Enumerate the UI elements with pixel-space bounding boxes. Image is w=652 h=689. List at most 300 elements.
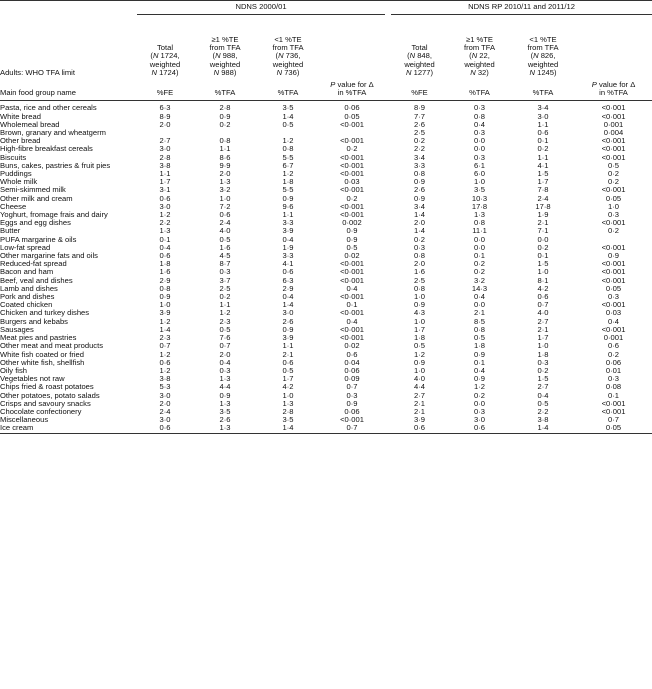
cell-g2-p: <0·001	[601, 103, 626, 113]
cell-g1-ge1: 8·6	[219, 152, 231, 162]
cell-g1-total: 1·2	[159, 365, 171, 375]
table-row	[0, 293, 652, 301]
cell-g2-ge1: 0·8	[474, 111, 485, 121]
table-row	[0, 227, 652, 235]
col-header-g2-ge1: ≥1 %TE from TFA (N 22, weighted N 32)	[463, 34, 496, 77]
food-group-name: Semi-skimmed milk	[0, 185, 66, 195]
cell-g1-total: 1·7	[159, 177, 171, 187]
cell-g2-lt1: 3·4	[537, 103, 549, 113]
cell-g2-ge1: 3·2	[474, 275, 485, 285]
cell-g2-ge1: 0·8	[474, 218, 485, 228]
table-row	[0, 268, 652, 276]
table-row	[0, 285, 652, 293]
cell-g2-total: 0·2	[414, 136, 425, 146]
cell-g1-p: 0·05	[344, 111, 360, 121]
food-group-name: Miscellaneous	[0, 415, 49, 425]
food-group-name: Other meat and meat products	[0, 341, 103, 351]
cell-g2-p: <0·001	[601, 259, 626, 269]
cell-g2-total: 0·3	[414, 242, 425, 252]
cell-g2-p: 0·7	[608, 415, 619, 425]
cell-g2-p: 1·0	[608, 201, 619, 211]
table-row	[0, 236, 652, 244]
table-row	[0, 178, 652, 186]
cell-g1-p: <0·001	[340, 267, 364, 277]
cell-g2-p: <0·001	[601, 218, 626, 228]
food-group-name: Vegetables not raw	[0, 374, 65, 384]
cell-g1-ge1: 2·8	[219, 103, 231, 113]
cell-g1-total: 3·0	[159, 390, 171, 400]
food-group-name: Butter	[0, 226, 21, 236]
cell-g1-lt1: 4·1	[282, 259, 294, 269]
cell-g2-ge1: 0·2	[474, 267, 485, 277]
cell-g2-ge1: 14·3	[471, 283, 488, 293]
cell-g2-total: 4·4	[414, 382, 425, 392]
cell-g1-lt1: 1·4	[282, 111, 294, 121]
cell-g2-total: 7·7	[414, 111, 425, 121]
cell-g2-p: <0·001	[601, 144, 626, 154]
table-row	[0, 129, 652, 137]
cell-g1-lt1: 2·9	[282, 283, 294, 293]
cell-g1-ge1: 0·5	[219, 234, 231, 244]
unit-g1-tfa-lt1: %TFA	[257, 81, 319, 101]
table-row	[0, 162, 652, 170]
cell-g2-ge1: 0·2	[474, 259, 485, 269]
cell-g2-total: 2·6	[414, 119, 425, 129]
cell-g2-p: 0·08	[605, 382, 622, 392]
cell-g2-total: 8·9	[414, 103, 425, 113]
cell-g1-lt1: 1·0	[282, 390, 294, 400]
cell-g2-lt1: 1·0	[537, 341, 549, 351]
cell-g1-lt1: 1·2	[282, 169, 294, 179]
cell-g1-total: 1·2	[159, 316, 171, 326]
cell-g1-p: 0·3	[346, 390, 358, 400]
col-header-g1-total: Total (N 1724, weighted N 1724)	[149, 43, 181, 77]
cell-g2-total: 2·5	[414, 128, 425, 138]
cell-g2-lt1: 0·2	[537, 242, 549, 252]
cell-g1-ge1: 1·3	[193, 424, 257, 433]
cell-g1-p: <0·001	[340, 308, 364, 318]
cell-g2-ge1: 0·5	[474, 333, 485, 343]
cell-g1-lt1: 1·8	[282, 177, 294, 187]
cell-g1-total: 2·7	[159, 136, 171, 146]
cell-g2-total: 1·4	[414, 210, 425, 220]
food-group-name: Oily fish	[0, 365, 28, 375]
cell-g2-ge1: 0·4	[474, 119, 485, 129]
food-group-name: Pork and dishes	[0, 292, 55, 302]
cell-g2-total: 0·9	[414, 193, 425, 203]
cell-g2-lt1: 0·7	[537, 300, 549, 310]
cell-g2-ge1: 8·5	[474, 316, 485, 326]
cell-g2-lt1: 2·7	[537, 382, 549, 392]
cell-g1-lt1: 3·0	[282, 308, 294, 318]
cell-g1-p: <0·001	[340, 169, 364, 179]
cell-g2-ge1: 11·1	[472, 226, 487, 236]
cell-g1-p: 0·9	[346, 234, 358, 244]
cell-g1-ge1: 3·7	[219, 275, 231, 285]
table-row	[0, 101, 652, 113]
cell-g1-lt1: 1·1	[282, 341, 294, 351]
cell-g1-total: 0·6	[137, 424, 193, 433]
cell-g1-ge1: 0·2	[219, 292, 231, 302]
cell-g2-total: 4·3	[414, 308, 425, 318]
cell-g1-p: <0·001	[340, 275, 364, 285]
food-group-name: Low-fat spread	[0, 242, 51, 252]
food-group-name: Chips fried & roast potatoes	[0, 382, 94, 392]
table-row	[0, 137, 652, 145]
cell-g2-total: 1·8	[414, 333, 425, 343]
food-group-name: Lamb and dishes	[0, 283, 58, 293]
cell-g1-p: 0·4	[346, 283, 358, 293]
cell-g1-lt1: 0·6	[282, 357, 294, 367]
food-group-name: Pasta, rice and other cereals	[0, 103, 97, 113]
cell-g2-total: 0·8	[414, 283, 425, 293]
cell-g2-p: 0·2	[608, 226, 619, 236]
col-header-g1-lt1: <1 %TE from TFA (N 736, weighted N 736)	[272, 34, 304, 77]
cell-g2-lt1: 17·8	[535, 201, 551, 211]
cell-g2-total: 1·2	[414, 349, 425, 359]
cell-g1-p: 0·06	[344, 365, 360, 375]
food-group-name: Other milk and cream	[0, 193, 73, 203]
cell-g1-total: 1·2	[159, 349, 171, 359]
cell-g2-total: 3·4	[414, 201, 425, 211]
cell-g1-p: <0·001	[340, 415, 364, 425]
cell-g1-total: 1·2	[159, 210, 171, 220]
cell-g2-p: 0·001	[603, 119, 624, 129]
table-row	[0, 392, 652, 400]
food-group-name: Crisps and savoury snacks	[0, 398, 91, 408]
cell-g1-lt1: 0·4	[282, 234, 294, 244]
table-row	[0, 318, 652, 326]
cell-g2-ge1: 0·3	[474, 152, 485, 162]
cell-g1-total: 0·6	[159, 193, 171, 203]
table-row	[0, 367, 652, 375]
cell-g1-lt1: 2·8	[282, 406, 294, 416]
cell-g2-lt1: 0·3	[537, 357, 549, 367]
food-group-name: Other margarine fats and oils	[0, 251, 98, 261]
cell-g1-total: 3·8	[159, 374, 171, 384]
cell-g1-lt1: 3·9	[282, 226, 294, 236]
cell-g1-ge1: 2·5	[219, 283, 231, 293]
cell-g2-lt1: 4·0	[537, 308, 549, 318]
cell-g2-p: <0·001	[601, 136, 626, 146]
cell-g1-lt1: 6·3	[282, 275, 294, 285]
cell-g2-lt1: 1·0	[537, 267, 549, 277]
unit-g1-tfa-ge1: %TFA	[193, 81, 257, 101]
cell-g2-lt1: 2·2	[537, 406, 549, 416]
cell-g1-ge1: 2·3	[219, 316, 231, 326]
cell-g2-p: 0·004	[603, 128, 624, 138]
food-group-name: Beef, veal and dishes	[0, 275, 73, 285]
cell-g1-lt1: 1·1	[282, 210, 294, 220]
food-group-name: Brown, granary and wheatgerm	[0, 128, 106, 138]
cell-g1-total: 2·4	[159, 406, 171, 416]
cell-g1-p: 0·06	[344, 406, 360, 416]
cell-g2-lt1: 0·2	[537, 365, 549, 375]
cell-g2-lt1: 4·1	[537, 160, 549, 170]
cell-g1-total: 3·0	[159, 201, 171, 211]
cell-g1-lt1: 9·6	[282, 201, 294, 211]
cell-g1-ge1: 1·1	[219, 144, 231, 154]
cell-g1-total: 0·7	[159, 341, 171, 351]
table-row	[0, 326, 652, 334]
cell-g1-lt1: 1·4	[257, 424, 319, 433]
table-row	[0, 170, 652, 178]
cell-g1-p: <0·001	[340, 152, 364, 162]
cell-g1-ge1: 4·5	[219, 251, 231, 261]
cell-g1-total: 0·4	[159, 242, 171, 252]
cell-g2-ge1: 0·2	[474, 390, 485, 400]
cell-g1-lt1: 5·5	[282, 152, 294, 162]
cell-g1-p: <0·001	[340, 259, 364, 269]
cell-g1-total: 8·9	[159, 111, 171, 121]
cell-g2-total: 2·7	[414, 390, 425, 400]
cell-g1-lt1: 0·4	[282, 292, 294, 302]
cell-g1-ge1: 9·9	[219, 160, 231, 170]
cell-g2-ge1: 0·4	[474, 292, 485, 302]
cell-g2-total: 0·9	[414, 300, 425, 310]
cell-g2-p: <0·001	[601, 242, 626, 252]
cell-g2-total: 1·7	[414, 324, 425, 334]
cell-g1-total: 3·1	[159, 185, 171, 195]
food-group-name: Chocolate confectionery	[0, 406, 82, 416]
cell-g1-total: 2·3	[159, 333, 171, 343]
food-group-name: Meat pies and pastries	[0, 333, 77, 343]
cell-g1-p: <0·001	[340, 185, 364, 195]
cell-g1-lt1: 3·3	[282, 251, 294, 261]
cell-g1-p: <0·001	[340, 201, 364, 211]
cell-g1-total: 2·0	[159, 398, 171, 408]
cell-g2-lt1: 1·5	[537, 169, 549, 179]
food-group-name: PUFA margarine & oils	[0, 234, 77, 244]
cell-g1-total: 0·6	[159, 357, 171, 367]
cell-g1-p: 0·02	[344, 251, 360, 261]
food-group-name: Eggs and egg dishes	[0, 218, 71, 228]
table-row	[0, 145, 652, 153]
cell-g1-lt1: 1·3	[282, 398, 294, 408]
cell-g2-ge1: 10·3	[471, 193, 488, 203]
table-row	[0, 408, 652, 416]
cell-g1-p: <0·001	[340, 119, 364, 129]
cell-g1-p: 0·09	[344, 374, 360, 384]
cell-g2-total: 1·6	[414, 267, 425, 277]
cell-g1-total: 2·8	[159, 152, 171, 162]
food-group-name: Other white fish, shellfish	[0, 357, 85, 367]
cell-g1-p: 0·7	[346, 382, 358, 392]
cell-g2-ge1: 2·1	[474, 308, 485, 318]
cell-g1-lt1: 0·5	[282, 119, 294, 129]
food-group-name: Yoghurt, fromage frais and dairy	[0, 210, 108, 220]
cell-g2-p: <0·001	[601, 185, 626, 195]
cell-g1-lt1: 5·5	[282, 185, 294, 195]
cell-g1-p: 0·5	[346, 242, 358, 252]
cell-g1-total: 2·0	[159, 119, 171, 129]
cell-g1-ge1: 0·5	[219, 324, 231, 334]
cell-g2-ge1: 17·8	[471, 201, 488, 211]
cell-g1-lt1: 1·9	[282, 242, 294, 252]
cell-g1-ge1: 0·2	[219, 119, 231, 129]
cell-g1-ge1: 1·2	[219, 308, 231, 318]
cell-g1-total: 3·0	[159, 144, 171, 154]
cell-g2-lt1: 0·4	[537, 390, 549, 400]
cell-g2-lt1: 1·1	[537, 119, 549, 129]
unit-g2-p: P value for Δ in %TFA	[575, 81, 652, 101]
cell-g2-p: <0·001	[601, 300, 626, 310]
cell-g2-lt1: 3·8	[537, 415, 549, 425]
unit-g2-tfa-ge1: %TFA	[448, 81, 511, 101]
cell-g1-ge1: 1·3	[219, 374, 231, 384]
cell-g1-p: 0·06	[344, 103, 360, 113]
cell-g2-total: 1·4	[414, 226, 425, 236]
cell-g1-ge1: 4·0	[219, 226, 231, 236]
table-row	[0, 351, 652, 359]
cell-g2-lt1: 7·8	[537, 185, 549, 195]
cell-g1-ge1: 1·6	[219, 242, 231, 252]
cell-g2-total: 2·1	[414, 398, 425, 408]
food-group-name: Sausages	[0, 324, 34, 334]
cell-g2-p: 0·9	[608, 251, 619, 261]
cell-g1-p: <0·001	[340, 160, 364, 170]
cell-g2-total: 2·1	[414, 406, 425, 416]
food-group-name: Wholemeal bread	[0, 119, 60, 129]
table-row	[0, 211, 652, 219]
cell-g2-p: 0·2	[608, 169, 619, 179]
cell-g2-p: 0·06	[605, 357, 622, 367]
cell-g1-ge1: 2·0	[219, 169, 231, 179]
cell-g2-ge1: 0·0	[474, 136, 485, 146]
food-group-name: Bacon and ham	[0, 267, 54, 277]
cell-g1-ge1: 2·6	[219, 415, 231, 425]
cell-g2-total: 0·6	[391, 424, 448, 433]
cell-g2-ge1: 3·5	[474, 185, 485, 195]
unit-g1-p: P value for Δ in %TFA	[319, 81, 385, 101]
table-row	[0, 301, 652, 309]
unit-g2-tfa-lt1: %TFA	[511, 81, 575, 101]
cell-g2-total: 2·0	[414, 259, 425, 269]
cell-g2-ge1: 6·1	[474, 160, 485, 170]
cell-g1-p: 0·9	[346, 398, 358, 408]
cell-g2-total: 0·2	[414, 234, 425, 244]
cell-g1-lt1: 0·5	[282, 365, 294, 375]
cell-g1-total: 1·6	[159, 267, 171, 277]
cell-g1-ge1: 7·6	[219, 333, 231, 343]
cell-g1-lt1: 0·9	[282, 324, 294, 334]
cell-g2-ge1: 3·0	[474, 415, 485, 425]
table-row	[0, 113, 652, 121]
cell-g1-ge1: 0·9	[219, 111, 231, 121]
cell-g1-lt1: 3·3	[282, 218, 294, 228]
cell-g2-total: 3·9	[414, 415, 425, 425]
cell-g1-total: 0·6	[159, 251, 171, 261]
cell-g1-ge1: 3·2	[219, 185, 231, 195]
cell-g1-ge1: 8·7	[219, 259, 231, 269]
cell-g1-lt1: 3·5	[282, 415, 294, 425]
cell-g2-ge1: 6·0	[474, 169, 485, 179]
cell-g1-ge1: 0·3	[219, 365, 231, 375]
cell-g1-total: 1·3	[159, 226, 171, 236]
cell-g2-p: 0·03	[605, 308, 622, 318]
cell-g1-total: 3·9	[159, 308, 171, 318]
cell-g1-total: 1·0	[159, 300, 171, 310]
cell-g2-p: 0·3	[608, 374, 619, 384]
cell-g1-ge1: 0·8	[219, 136, 231, 146]
cell-g2-p: 0·2	[608, 349, 619, 359]
table-row	[0, 359, 652, 367]
cell-g2-ge1: 0·3	[474, 128, 485, 138]
cell-g1-ge1: 3·5	[219, 406, 231, 416]
cell-g1-lt1: 1·7	[282, 374, 294, 384]
cell-g2-total: 2·5	[414, 275, 425, 285]
cell-g1-lt1: 1·2	[282, 136, 294, 146]
cell-g1-ge1: 0·6	[219, 210, 231, 220]
food-group-name: Other potatoes, potato salads	[0, 390, 100, 400]
food-group-name: Cheese	[0, 201, 27, 211]
cell-g1-ge1: 4·4	[219, 382, 231, 392]
cell-g2-total: 3·4	[414, 152, 425, 162]
cell-g1-lt1: 2·1	[282, 349, 294, 359]
cell-g2-p: <0·001	[601, 406, 626, 416]
cell-g2-ge1: 1·0	[474, 177, 485, 187]
cell-g2-p: 0·6	[608, 341, 619, 351]
cell-g2-p: 0·1	[608, 390, 619, 400]
cell-g2-total: 2·2	[414, 144, 425, 154]
cell-g2-lt1: 0·6	[537, 128, 549, 138]
cell-g1-ge1: 0·3	[219, 267, 231, 277]
cell-g1-total: 1·4	[159, 324, 171, 334]
table-row	[0, 400, 652, 408]
cell-g2-lt1: 0·0	[537, 234, 549, 244]
cell-g2-ge1: 0·9	[474, 349, 485, 359]
cell-g2-p: 0·01	[605, 365, 622, 375]
cell-g1-ge1: 1·0	[219, 193, 231, 203]
row-label-header-line2: Main food group name	[0, 81, 137, 101]
unit-g2-fe: %FE	[391, 81, 448, 101]
cell-g2-ge1: 0·1	[474, 357, 485, 367]
cell-g1-ge1: 0·9	[219, 390, 231, 400]
cell-g1-total: 2·9	[159, 275, 171, 285]
cell-g2-p: <0·001	[601, 267, 626, 277]
table-row	[0, 416, 652, 424]
cell-g2-lt1: 3·0	[537, 111, 549, 121]
cell-g1-total: 1·8	[159, 259, 171, 269]
cell-g2-p: 0·3	[608, 292, 619, 302]
cell-g1-p: 0·9	[346, 226, 358, 236]
cell-g2-lt1: 1·7	[537, 333, 549, 343]
cell-g1-p: <0·001	[340, 292, 364, 302]
cell-g2-p: 0·4	[608, 316, 619, 326]
cell-g2-p: <0·001	[601, 275, 626, 285]
cell-g2-lt1: 2·1	[537, 324, 549, 334]
cell-g2-ge1: 0·3	[474, 103, 485, 113]
cell-g1-lt1: 4·2	[282, 382, 294, 392]
cell-g1-p: 0·02	[344, 341, 360, 351]
cell-g1-ge1: 2·0	[219, 349, 231, 359]
cell-g1-p: 0·7	[319, 424, 385, 433]
cell-g2-lt1: 8·1	[537, 275, 549, 285]
food-group-name: Chicken and turkey dishes	[0, 308, 90, 318]
cell-g1-p: <0·001	[340, 324, 364, 334]
cell-g2-p: 0·2	[608, 177, 619, 187]
cell-g1-p: <0·001	[340, 210, 364, 220]
cell-g2-lt1: 1·5	[537, 374, 549, 384]
cell-g2-ge1: 0·8	[474, 324, 485, 334]
food-group-name: Biscuits	[0, 152, 27, 162]
table-row	[0, 195, 652, 203]
group-header-2010: NDNS RP 2010/11 and 2011/12	[391, 1, 652, 15]
food-group-name: Buns, cakes, pastries & fruit pies	[0, 160, 111, 170]
cell-g1-p: 0·03	[344, 177, 360, 187]
food-group-name: Other bread	[0, 136, 41, 146]
cell-g2-total: 2·0	[414, 218, 425, 228]
